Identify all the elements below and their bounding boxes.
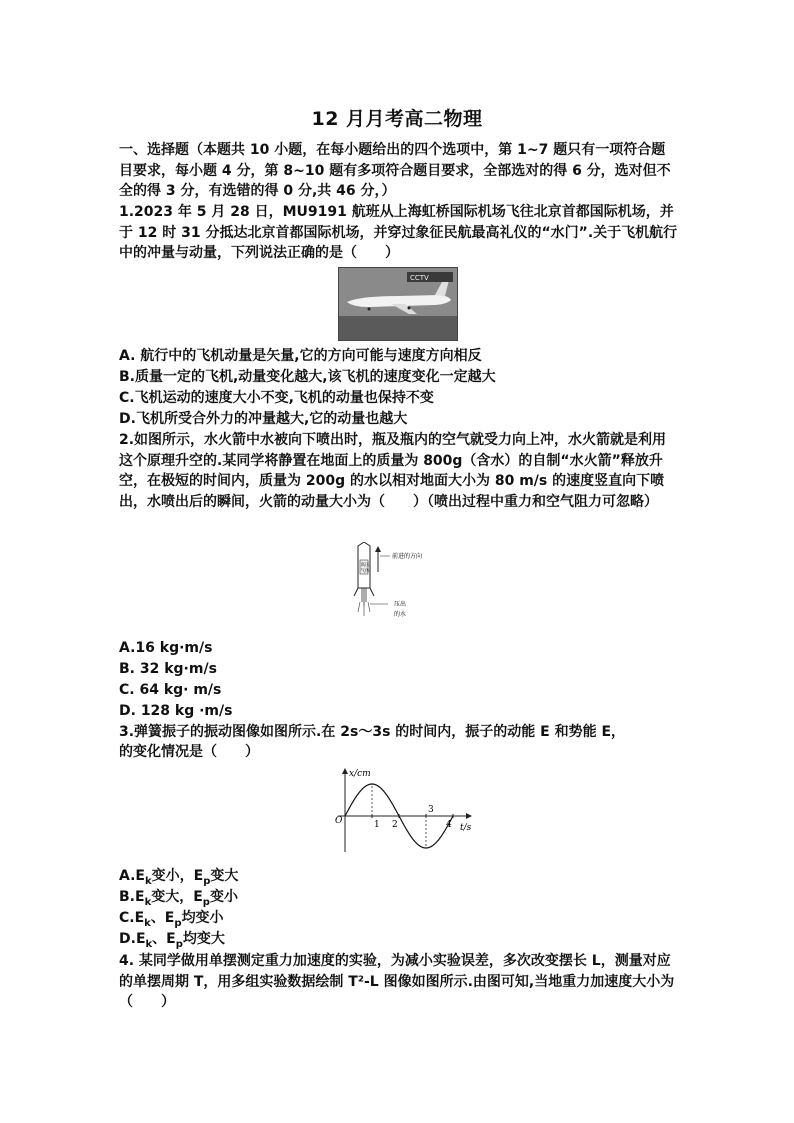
origin-label: O (335, 816, 343, 826)
question-2-stem: 2.如图所示，水火箭中水被向下喷出时，瓶及瓶内的空气就受力向上冲，水火箭就是利用这个原理升空的.某同学将静置在地面上的质量为 800g（含水）的自制“水火箭”释放升空，在极短的时间内，质量为 200g 的水以相对地面大小为 80 m/s 的速度竖直向下喷出，水喷出后的瞬间，火箭的动量大小为（ ）（喷出过程中重力和空气阻力可忽略） (119, 432, 667, 510)
page-title: 12 月月考高二物理 (311, 108, 483, 130)
x-tick-label-3: 3 (428, 805, 434, 815)
question-1-stem: 1.2023 年 5 月 28 日，MU9191 航班从上海虹桥国际机场飞往北京首都国际机场，并于 12 时 31 分抵达北京首都国际机场，并穿过象征民航最高礼仪的“水门”.关于飞机航行中的冲量与动量，下列说法正确的是（ ） (119, 204, 678, 261)
x-tick-label-1: 1 (374, 820, 380, 830)
q2-option-d: D. 128 kg ·m/s (119, 703, 233, 719)
section-instructions: 一、选择题（本题共 10 小题，在每小题给出的四个选项中，第 1~7 题只有一项符合题目要求，每小题 4 分，第 8~10 题有多项符合题目要求，全部选对的得 6 分，选对但不全的得 3 分，有选错的得 0 分,共 46 分，） (119, 142, 671, 199)
water-label-2: 的水 (394, 611, 407, 618)
x-axis-arrow (466, 813, 472, 819)
q2-option-a: A.16 kg·m/s (119, 640, 213, 656)
q3-option-b: $B.E_k$变大，$E_p$变小 (119, 889, 238, 908)
x-axis-label: t/s (460, 823, 472, 833)
question-3-stem-line-2: 的变化情况是（ ） (119, 744, 259, 760)
x-tick-label-2: 2 (392, 820, 398, 830)
q3-option-a: $A.E_k$变小，$E_p$变大 (119, 868, 239, 887)
airplane-photo (338, 267, 458, 341)
direction-label: 前进的方向 (392, 553, 423, 560)
q1-option-a: A. 航行中的飞机动量是矢量,它的方向可能与速度方向相反 (119, 348, 482, 364)
x-tick-label-4: 4 (446, 820, 452, 830)
q3-option-c: $C.E_k$、$E_p$均变小 (119, 910, 224, 929)
gas-label-2: 气体 (360, 569, 370, 574)
oscillation-graph (320, 766, 480, 858)
water-rocket-diagram (344, 542, 454, 630)
water-label-1: 压出 (394, 601, 407, 608)
q3-option-d: $D.E_k$、$E_p$均变大 (119, 931, 225, 950)
question-4-stem: 4. 某同学做用单摆测定重力加速度的实验，为减小实验误差，多次改变摆长 L，测量对应的单摆周期 T，用多组实验数据绘制 T²-L 图像如图所示.由图可知,当地重力加速度大小为（ ） (119, 953, 675, 1010)
y-axis-arrow (342, 768, 348, 774)
question-3-stem-line-1: 3.弹簧振子的振动图像如图所示.在 2s～3s 的时间内，振子的动能 E 和势能 E， (119, 724, 626, 740)
q2-option-c: C. 64 kg· m/s (119, 682, 222, 698)
q1-option-c: C.飞机运动的速度大小不变,飞机的动量也保持不变 (119, 390, 434, 406)
y-axis-label: x/cm (349, 769, 371, 779)
q1-option-b: B.质量一定的飞机,动量变化越大,该飞机的速度变化一定越大 (119, 369, 496, 385)
q2-option-b: B. 32 kg·m/s (119, 661, 217, 677)
q1-option-d: D.飞机所受合外力的冲量越大,它的动量也越大 (119, 411, 408, 427)
airplane-icon (339, 268, 457, 340)
tv-logo-text: CCTV (410, 274, 429, 282)
gas-label-1: 高压 (360, 563, 370, 568)
